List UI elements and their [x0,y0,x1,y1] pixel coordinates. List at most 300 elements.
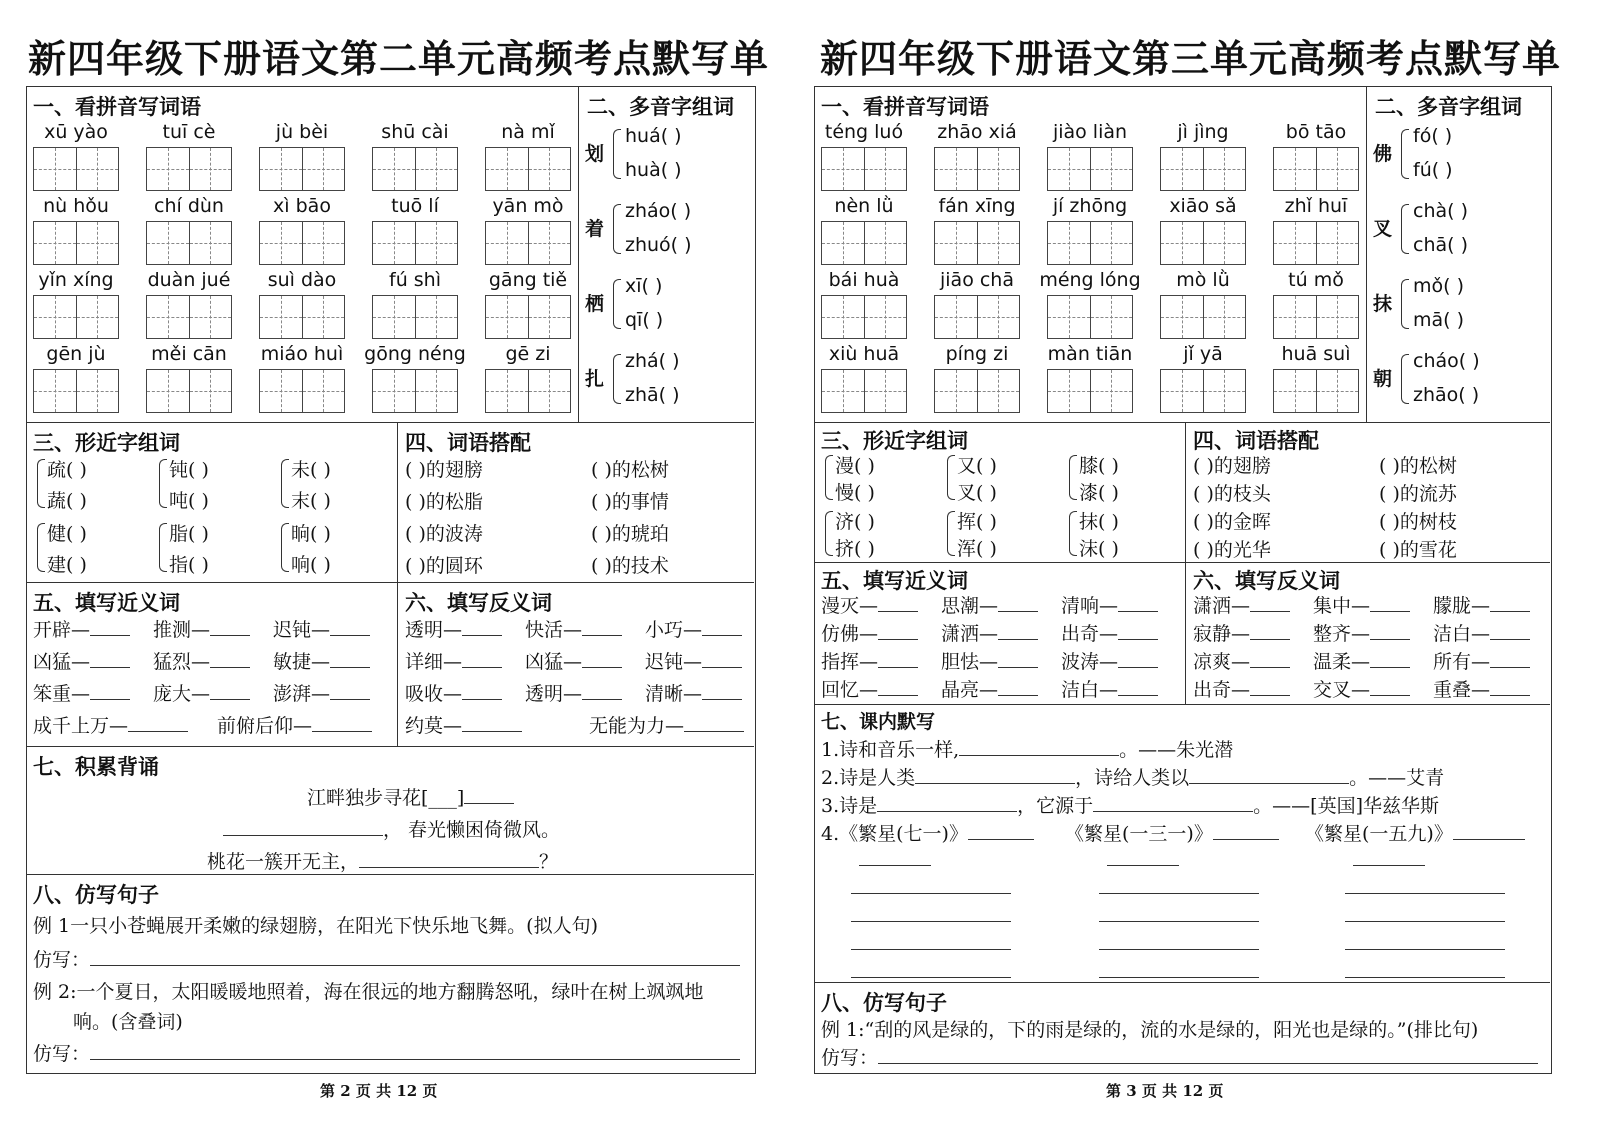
similar-char-item[interactable]: 脂( ) [169,523,209,545]
similar-char-item[interactable]: 晌( ) [291,523,331,545]
similar-char-item[interactable]: 响( ) [291,554,331,576]
similar-char-item[interactable]: 挥( ) [957,511,997,533]
similar-char-item[interactable]: 膝( ) [1079,455,1119,477]
word-item[interactable]: 迟钝— [273,615,370,642]
stars-line: 《繁星(一五九)》 [1305,819,1525,846]
word-item[interactable]: 吸收— [405,679,502,706]
tianzige-cell [978,296,1020,338]
word-item[interactable]: 整齐— [1313,619,1410,646]
pinyin-label: jǐ yā [1183,343,1223,365]
polyphone-reading[interactable]: zhā( ) [625,384,680,406]
polyphone-char: 朝 [1373,368,1393,390]
polyphone-char: 划 [585,143,605,165]
tianzige-cell [77,296,119,338]
pinyin-label: yǐn xíng [38,269,114,291]
pinyin-label: jí zhōng [1052,195,1128,217]
tianzige-box[interactable] [146,369,232,413]
brace-icon [1069,455,1077,500]
similar-char-item[interactable]: 指( ) [169,554,209,576]
brace-icon [947,455,955,500]
tianzige-cell [935,148,978,190]
answer-line[interactable] [851,921,1011,922]
tianzige-box[interactable] [372,369,458,413]
polyphone-reading[interactable]: qī( ) [625,309,664,331]
section-8 [815,983,1550,1073]
section-title: 三、形近字组词 [821,428,968,453]
section-7 [27,747,754,875]
tianzige-cell [1317,296,1359,338]
section-title: 一、看拼音写词语 [33,94,201,119]
tianzige-box[interactable] [259,221,345,265]
word-item[interactable]: 凶猛— [33,647,130,674]
tianzige-cell [34,370,77,412]
pinyin-label: nù hǒu [43,195,109,217]
tianzige-cell [190,222,232,264]
pinyin-label: huā suì [1281,343,1351,365]
tianzige-box[interactable] [485,295,571,339]
tianzige-box[interactable] [33,147,119,191]
word-item[interactable]: 潇洒— [941,619,1038,646]
brace-icon [613,204,621,254]
tianzige-box[interactable] [1160,221,1246,265]
word-item[interactable]: 清响— [1061,591,1158,618]
tianzige-cell [529,148,571,190]
tianzige-cell [1161,222,1204,264]
tianzige-box[interactable] [1273,147,1359,191]
word-item[interactable]: 温柔— [1313,647,1410,674]
word-item[interactable]: 朦胧— [1433,591,1530,618]
polyphone-char: 抹 [1373,293,1393,315]
tianzige-cell [34,148,77,190]
pinyin-label: gāng tiě [488,269,568,291]
tianzige-cell [260,148,303,190]
match-item[interactable]: ( )的波涛 [405,523,483,545]
brace-icon [613,129,621,179]
tianzige-cell [822,148,865,190]
tianzige-box[interactable] [1273,369,1359,413]
pinyin-label: tú mǒ [1288,269,1344,291]
tianzige-box[interactable] [934,369,1020,413]
brace-icon [947,511,955,556]
brace-icon [281,459,289,508]
word-item[interactable]: 无能为力— [589,711,744,738]
pinyin-label: bái huà [828,269,900,291]
tianzige-cell [1161,296,1204,338]
brace-icon [159,523,167,572]
tianzige-cell [865,148,907,190]
pinyin-label: zhāo xiá [937,121,1017,143]
polyphone-reading[interactable]: xī( ) [625,275,663,297]
word-item[interactable]: 出奇— [1193,675,1290,702]
match-item[interactable]: ( )的流苏 [1379,483,1457,505]
tianzige-box[interactable] [259,147,345,191]
brace-icon [159,459,167,508]
match-item[interactable]: ( )的翅膀 [1193,455,1271,477]
word-item[interactable]: 漫灭— [821,591,918,618]
pinyin-label: tuō lí [391,195,439,217]
example-2: 例 2:一个夏日，太阳暖暖地照着，海在很远的地方翻腾怒吼，绿叶在树上飒飒地 [33,981,704,1003]
word-item[interactable]: 胆怯— [941,647,1038,674]
polyphone-reading[interactable]: zhāo( ) [1413,384,1480,406]
polyphone-reading[interactable]: chā( ) [1413,234,1468,256]
tianzige-cell [1161,148,1204,190]
word-item[interactable]: 回忆— [821,675,918,702]
section-title: 二、多音字组词 [1375,94,1522,119]
answer-line[interactable] [851,949,1011,950]
tianzige-cell [978,222,1020,264]
tianzige-box[interactable] [259,369,345,413]
word-item[interactable]: 指挥— [821,647,918,674]
pinyin-label: gēn jù [46,343,106,365]
example-1: 例 1:“刮的风是绿的，下的雨是绿的，流的水是绿的，阳光也是绿的。”(排比句) [821,1019,1479,1041]
similar-char-item[interactable]: 沫( ) [1079,538,1119,560]
brace-icon [37,459,45,508]
match-item[interactable]: ( )的事情 [591,491,669,513]
match-item[interactable]: ( )的树枝 [1379,511,1457,533]
brace-icon [281,523,289,572]
pinyin-label: mò lǜ [1176,269,1230,291]
brace-icon [613,279,621,329]
tianzige-cell [486,370,529,412]
answer-line[interactable] [851,977,1011,978]
example-2-cont: 响。(含叠词) [73,1011,183,1033]
tianzige-cell [1048,370,1091,412]
word-item[interactable]: 快活— [525,615,622,642]
polyphone-reading[interactable]: chà( ) [1413,200,1468,222]
similar-char-item[interactable]: 未( ) [291,459,331,481]
brace-icon [1401,354,1409,404]
word-item[interactable]: 推测— [153,615,250,642]
similar-char-item[interactable]: 浑( ) [957,538,997,560]
tianzige-cell [190,296,232,338]
tianzige-cell [1204,148,1246,190]
section-title: 六、填写反义词 [1193,568,1340,593]
polyphone-reading[interactable]: fú( ) [1413,159,1453,181]
answer-line[interactable] [1099,893,1259,894]
similar-char-item[interactable]: 蔬( ) [47,490,87,512]
pinyin-label: měi cān [151,343,227,365]
match-item[interactable]: ( )的松脂 [405,491,483,513]
match-item[interactable]: ( )的圆环 [405,555,483,577]
match-item[interactable]: ( )的琥珀 [591,523,669,545]
pinyin-label: tuī cè [162,121,216,143]
similar-char-item[interactable]: 吨( ) [169,490,209,512]
answer-line[interactable] [1345,977,1505,978]
similar-char-item[interactable]: 末( ) [291,490,331,512]
tianzige-cell [373,370,416,412]
similar-char-item[interactable]: 又( ) [957,455,997,477]
tianzige-cell [822,370,865,412]
tianzige-cell [373,296,416,338]
polyphone-char: 叉 [1373,218,1393,240]
tianzige-cell [303,370,345,412]
word-item[interactable]: 洁白— [1061,675,1158,702]
tianzige-cell [1204,222,1246,264]
pinyin-label: bō tāo [1285,121,1347,143]
tianzige-box[interactable] [485,221,571,265]
section-1-2 [815,87,1550,423]
tianzige-cell [303,296,345,338]
tianzige-cell [416,222,458,264]
polyphone-char: 栖 [585,293,605,315]
word-item[interactable]: 笨重— [33,679,130,706]
tianzige-cell [529,222,571,264]
tianzige-box[interactable] [821,369,907,413]
match-item[interactable]: ( )的松树 [1379,455,1457,477]
pinyin-label: fú shì [389,269,441,291]
similar-char-item[interactable]: 济( ) [835,511,875,533]
answer-line[interactable] [1353,865,1425,866]
write-line[interactable]: 仿写： [33,945,740,972]
tianzige-box[interactable] [485,147,571,191]
polyphone-reading[interactable]: mǒ( ) [1413,275,1464,297]
tianzige-box[interactable] [1047,369,1133,413]
similar-char-item[interactable]: 抹( ) [1079,511,1119,533]
answer-line[interactable] [1099,977,1259,978]
section-3-4 [815,423,1550,563]
word-item[interactable]: 清晰— [645,679,742,706]
match-item[interactable]: ( )的金晖 [1193,511,1271,533]
word-item[interactable]: 寂静— [1193,619,1290,646]
tianzige-cell [260,222,303,264]
word-item[interactable]: 思潮— [941,591,1038,618]
tianzige-box[interactable] [1047,221,1133,265]
tianzige-cell [190,370,232,412]
tianzige-box[interactable] [1273,221,1359,265]
word-item[interactable]: 重叠— [1433,675,1530,702]
pinyin-label: xū yào [44,121,108,143]
polyphone-reading[interactable]: mā( ) [1413,309,1465,331]
polyphone-reading[interactable]: zhuó( ) [625,234,692,256]
worksheet-frame [814,86,1552,1074]
similar-char-item[interactable]: 叉( ) [957,482,997,504]
brace-icon [825,455,833,500]
pinyin-label: gōng néng [364,343,466,365]
word-item[interactable]: 成千上万— [33,711,188,738]
brace-icon [1401,204,1409,254]
polyphone-reading[interactable]: zhá( ) [625,350,680,372]
tianzige-cell [303,222,345,264]
tianzige-box[interactable] [146,221,232,265]
tianzige-cell [416,296,458,338]
tianzige-cell [147,222,190,264]
similar-char-item[interactable]: 慢( ) [835,482,875,504]
tianzige-box[interactable] [934,221,1020,265]
page-footer: 第 2 页 共 12 页 [320,1082,438,1100]
tianzige-box[interactable] [934,147,1020,191]
answer-line[interactable] [1345,893,1505,894]
section-title: 八、仿写句子 [821,990,947,1015]
tianzige-cell [1317,222,1359,264]
tianzige-box[interactable] [1160,147,1246,191]
match-item[interactable]: ( )的翅膀 [405,459,483,481]
brace-icon [1069,511,1077,556]
tianzige-box[interactable] [934,295,1020,339]
tianzige-cell [416,148,458,190]
pinyin-label: màn tiān [1047,343,1133,365]
pinyin-label: gē zi [505,343,551,365]
tianzige-cell [1274,222,1317,264]
word-item[interactable]: 约莫— [405,711,522,738]
tianzige-box[interactable] [1047,295,1133,339]
word-item[interactable]: 所有— [1433,647,1530,674]
example-1: 例 1一只小苍蝇展开柔嫩的绿翅膀，在阳光下快乐地飞舞。(拟人句) [33,915,598,937]
write-line[interactable]: 仿写： [821,1043,1538,1070]
tianzige-cell [486,296,529,338]
word-item[interactable]: 开辟— [33,615,130,642]
tianzige-cell [529,370,571,412]
answer-line[interactable] [1099,949,1259,950]
tianzige-box[interactable] [372,221,458,265]
word-item[interactable]: 集中— [1313,591,1410,618]
tianzige-cell [978,148,1020,190]
tianzige-cell [1091,148,1133,190]
similar-char-item[interactable]: 建( ) [47,554,87,576]
tianzige-box[interactable] [33,295,119,339]
answer-line[interactable] [1107,865,1179,866]
polyphone-reading[interactable]: fó( ) [1413,125,1453,147]
pinyin-label: xiù huā [828,343,900,365]
pinyin-label: jù bèi [275,121,329,143]
poem-title: 江畔独步寻花[___] [307,783,514,810]
section-title: 八、仿写句子 [33,882,159,907]
word-item[interactable]: 交叉— [1313,675,1410,702]
tianzige-box[interactable] [485,369,571,413]
tianzige-box[interactable] [1047,147,1133,191]
match-item[interactable]: ( )的松树 [591,459,669,481]
similar-char-item[interactable]: 挤( ) [835,538,875,560]
answer-line[interactable] [1099,921,1259,922]
tianzige-box[interactable] [259,295,345,339]
tianzige-cell [1091,222,1133,264]
tianzige-box[interactable] [821,147,907,191]
brace-icon [1401,279,1409,329]
pinyin-label: nèn lǜ [834,195,894,217]
tianzige-cell [77,148,119,190]
section-title: 三、形近字组词 [33,430,180,455]
brace-icon [825,511,833,556]
match-item[interactable]: ( )的技术 [591,555,669,577]
stars-line: 4.《繁星(七一)》 [821,819,1034,846]
similar-char-item[interactable]: 漫( ) [835,455,875,477]
tianzige-cell [1048,222,1091,264]
answer-line[interactable] [1345,921,1505,922]
pinyin-label: shū cài [381,121,449,143]
similar-char-item[interactable]: 健( ) [47,523,87,545]
tianzige-cell [1204,296,1246,338]
section-3-4 [27,423,754,583]
word-item[interactable]: 波涛— [1061,647,1158,674]
pinyin-label: jì jìng [1177,121,1229,143]
word-item[interactable]: 前俯后仰— [217,711,372,738]
brace-icon [37,523,45,572]
word-item[interactable]: 详细— [405,647,502,674]
word-item[interactable]: 敏捷— [273,647,370,674]
tianzige-box[interactable] [146,295,232,339]
tianzige-box[interactable] [33,221,119,265]
write-line[interactable]: 仿写： [33,1039,740,1066]
tianzige-cell [865,296,907,338]
pinyin-label: zhǐ huī [1284,195,1348,217]
pinyin-label: miáo huì [260,343,344,365]
tianzige-box[interactable] [372,295,458,339]
section-8 [27,875,754,1073]
poem-line: ， 春光懒困倚微风。 [223,815,560,842]
polyphone-reading[interactable]: cháo( ) [1413,350,1480,372]
worksheet-frame [26,86,756,1074]
match-item[interactable]: ( )的光华 [1193,539,1271,561]
similar-char-item[interactable]: 钝( ) [169,459,209,481]
tianzige-cell [935,296,978,338]
answer-line[interactable] [859,865,931,866]
tianzige-cell [373,222,416,264]
tianzige-cell [1274,148,1317,190]
similar-char-item[interactable]: 疏( ) [47,459,87,481]
word-item[interactable]: 仿佛— [821,619,918,646]
tianzige-cell [1204,370,1246,412]
tianzige-cell [935,370,978,412]
word-item[interactable]: 迟钝— [645,647,742,674]
brace-icon [1401,129,1409,179]
tianzige-cell [1048,296,1091,338]
word-item[interactable]: 庞大— [153,679,250,706]
tianzige-box[interactable] [146,147,232,191]
tianzige-box[interactable] [821,221,907,265]
brace-icon [613,354,621,404]
answer-line[interactable] [851,893,1011,894]
word-item[interactable]: 透明— [525,679,622,706]
match-item[interactable]: ( )的雪花 [1379,539,1457,561]
word-item[interactable]: 出奇— [1061,619,1158,646]
tianzige-box[interactable] [821,295,907,339]
pinyin-label: nà mǐ [501,121,555,143]
tianzige-box[interactable] [1273,295,1359,339]
tianzige-box[interactable] [1160,369,1246,413]
section-7 [815,705,1550,983]
match-item[interactable]: ( )的枝头 [1193,483,1271,505]
tianzige-box[interactable] [372,147,458,191]
word-item[interactable]: 洁白— [1433,619,1530,646]
similar-char-item[interactable]: 漆( ) [1079,482,1119,504]
tianzige-cell [935,222,978,264]
polyphone-reading[interactable]: huà( ) [625,159,682,181]
tianzige-cell [1091,296,1133,338]
tianzige-box[interactable] [33,369,119,413]
word-item[interactable]: 透明— [405,615,502,642]
tianzige-cell [34,296,77,338]
word-item[interactable]: 晶亮— [941,675,1038,702]
tianzige-box[interactable] [1160,295,1246,339]
section-1-2 [27,87,754,423]
tianzige-cell [1048,148,1091,190]
word-item[interactable]: 潇洒— [1193,591,1290,618]
pinyin-label: suì dào [267,269,337,291]
pinyin-label: duàn jué [147,269,231,291]
poem-line: 桃花一簇开无主， ？ [207,851,559,873]
word-item[interactable]: 小巧— [645,615,742,642]
word-item[interactable]: 猛烈— [153,647,250,674]
tianzige-cell [1274,296,1317,338]
page-title: 新四年级下册语文第二单元高频考点默写单 [28,36,770,81]
pinyin-label: xì bāo [273,195,331,217]
tianzige-cell [416,370,458,412]
word-item[interactable]: 凶猛— [525,647,622,674]
word-item[interactable]: 凉爽— [1193,647,1290,674]
word-item[interactable]: 澎湃— [273,679,370,706]
polyphone-reading[interactable]: zháo( ) [625,200,692,222]
polyphone-reading[interactable]: huá( ) [625,125,682,147]
answer-line[interactable] [1345,949,1505,950]
